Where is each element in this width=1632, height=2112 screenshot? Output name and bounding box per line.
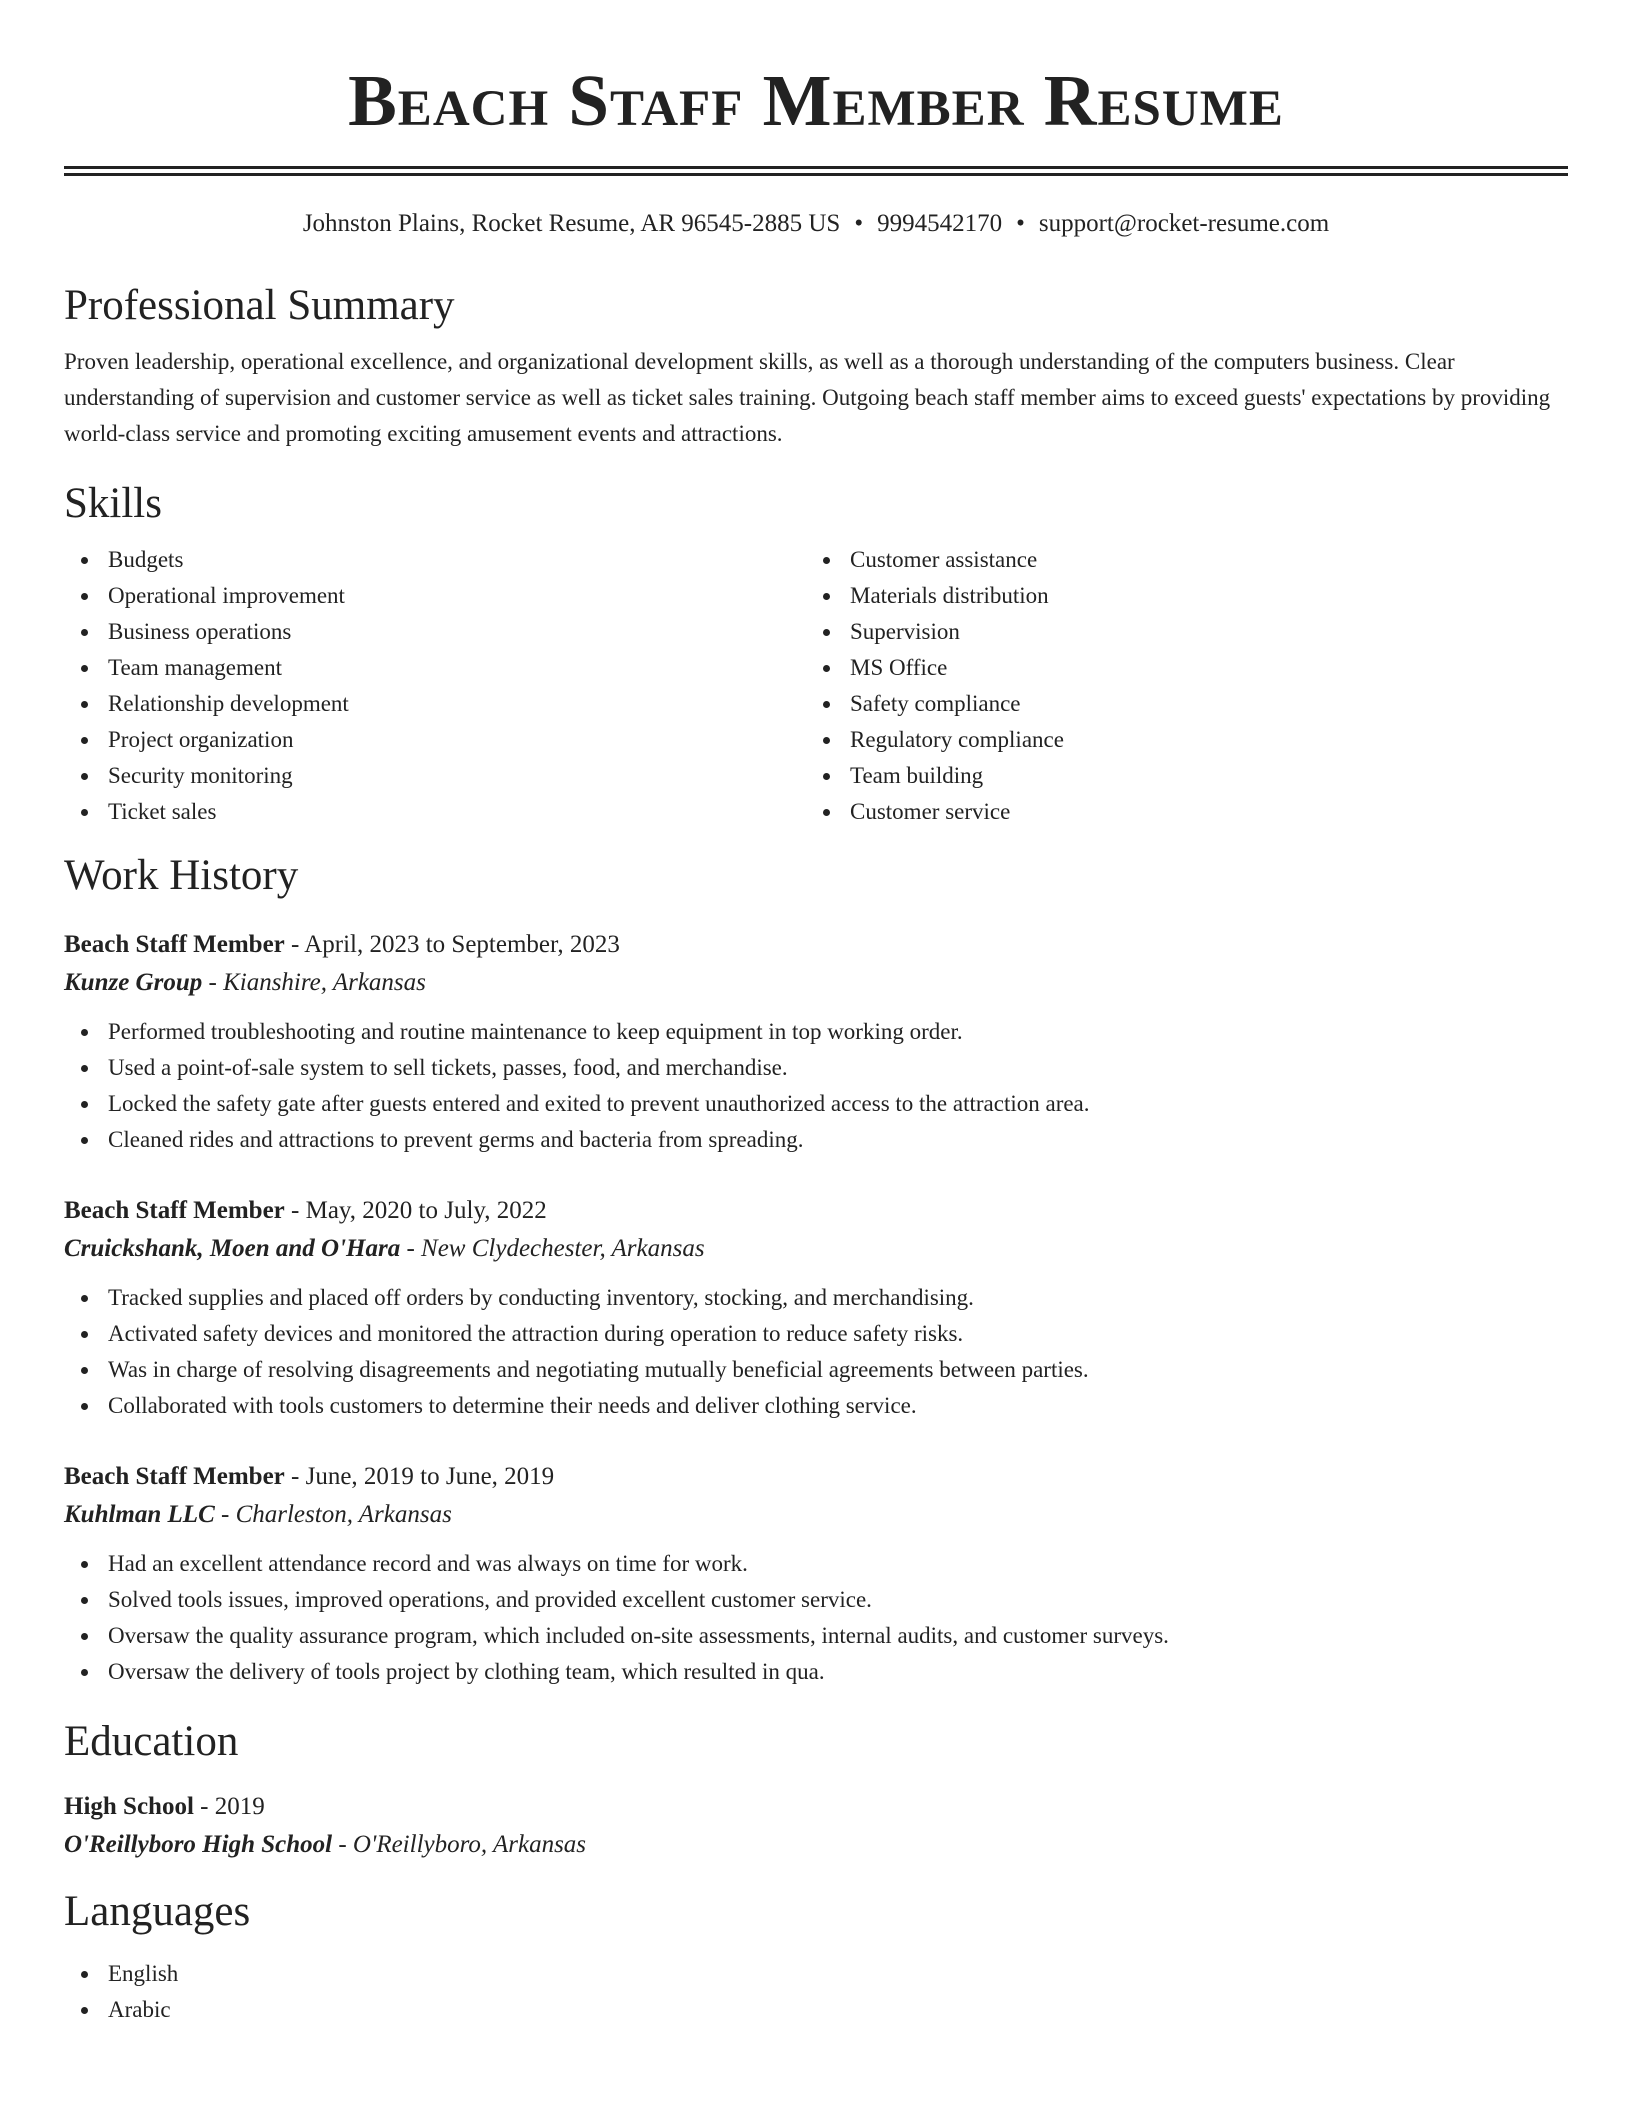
job-bullet: Activated safety devices and monitored the attraction during operation to reduce safety risks.	[64, 1316, 1568, 1352]
skills-columns	[64, 542, 1568, 830]
degree-line	[64, 1788, 1568, 1826]
contact-line	[64, 208, 1568, 240]
company-line	[64, 1496, 1568, 1534]
skills-heading: Skills	[64, 480, 162, 527]
contact-separator: •	[854, 210, 864, 237]
degree-name: High School	[64, 1793, 194, 1820]
job-entry	[64, 1192, 1568, 1424]
contact-separator: •	[1016, 210, 1025, 237]
company-line	[64, 964, 1568, 1002]
skill-item: Supervision	[806, 614, 1548, 650]
job-bullet: Was in charge of resolving disagreements and negotiating mutually beneficial agreements between parties.	[64, 1352, 1568, 1388]
job-dates: - June, 2019 to June, 2019	[284, 1463, 555, 1490]
job-title-line	[64, 1458, 1568, 1496]
skill-item: Safety compliance	[806, 686, 1548, 722]
job-bullet: Cleaned rides and attractions to prevent germs and bacteria from spreading.	[64, 1122, 1568, 1158]
company-location: - Kianshire, Arkansas	[202, 969, 426, 996]
job-bullet: Solved tools issues, improved operations, and provided excellent customer service.	[64, 1582, 1568, 1618]
skill-item: Ticket sales	[64, 794, 806, 830]
job-bullet: Had an excellent attendance record and was always on time for work.	[64, 1546, 1568, 1582]
title-double-rule	[64, 166, 1568, 176]
skill-item: Budgets	[64, 542, 806, 578]
language-item: Arabic	[64, 1992, 1568, 2028]
languages-heading: Languages	[64, 1888, 251, 1935]
skill-item: Regulatory compliance	[806, 722, 1548, 758]
company-name: Kunze Group	[64, 969, 203, 996]
job-title: Beach Staff Member	[64, 1463, 285, 1490]
skill-item: Team building	[806, 758, 1548, 794]
resume-page	[64, 0, 1568, 2028]
job-title-line	[64, 926, 1568, 964]
skill-item: Relationship development	[64, 686, 806, 722]
contact-email: support@rocket-resume.com	[1038, 210, 1330, 237]
languages-list	[64, 1956, 1568, 2028]
job-dates: - April, 2023 to September, 2023	[284, 931, 620, 958]
job-title: Beach Staff Member	[64, 931, 285, 958]
skill-item: Customer assistance	[806, 542, 1548, 578]
skills-list-left	[64, 542, 806, 830]
job-bullets	[64, 1014, 1568, 1158]
language-item: English	[64, 1956, 1568, 1992]
job-bullets	[64, 1546, 1568, 1690]
job-bullet: Oversaw the delivery of tools project by clothing team, which resulted in qua.	[64, 1654, 1568, 1690]
school-line	[64, 1826, 1568, 1864]
job-bullet: Oversaw the quality assurance program, which included on-site assessments, internal audits, and customer surveys.	[64, 1618, 1568, 1654]
summary-heading: Professional Summary	[64, 282, 455, 329]
company-name: Cruickshank, Moen and O'Hara	[64, 1235, 401, 1262]
education-heading: Education	[64, 1718, 239, 1765]
skills-list-right	[806, 542, 1548, 830]
education-entry	[64, 1788, 1568, 1864]
contact-phone: 9994542170	[877, 210, 1003, 237]
job-bullets	[64, 1280, 1568, 1424]
job-entry	[64, 1458, 1568, 1690]
school-name: O'Reillyboro High School	[64, 1831, 333, 1858]
summary-text: Proven leadership, operational excellence, and organizational development skills, as well as a thorough understanding of the computers business. Clear understanding of supervision and customer service as well as ticket sales training. Outgoing beach staff member aims to exceed guests' expectations by providing world-class service and promoting exciting amusement events and attractions.	[64, 349, 1551, 446]
job-bullet: Used a point-of-sale system to sell tickets, passes, food, and merchandise.	[64, 1050, 1568, 1086]
job-bullet: Collaborated with tools customers to determine their needs and deliver clothing service.	[64, 1388, 1568, 1424]
company-line	[64, 1230, 1568, 1268]
skill-item: Project organization	[64, 722, 806, 758]
work-history-heading: Work History	[64, 852, 299, 899]
skill-item: Security monitoring	[64, 758, 806, 794]
company-location: - New Clydechester, Arkansas	[400, 1235, 705, 1262]
job-title-line	[64, 1192, 1568, 1230]
job-title: Beach Staff Member	[64, 1197, 285, 1224]
job-bullet: Tracked supplies and placed off orders by conducting inventory, stocking, and merchandising.	[64, 1280, 1568, 1316]
page-title: Beach Staff Member Resume	[348, 60, 1284, 141]
skill-item: Operational improvement	[64, 578, 806, 614]
contact-address: Johnston Plains, Rocket Resume, AR 96545-2885 US	[302, 210, 841, 237]
degree-year: - 2019	[193, 1793, 265, 1820]
skill-item: Team management	[64, 650, 806, 686]
skill-item: MS Office	[806, 650, 1548, 686]
company-location: - Charleston, Arkansas	[214, 1501, 452, 1528]
job-bullet: Performed troubleshooting and routine maintenance to keep equipment in top working order.	[64, 1014, 1568, 1050]
job-bullet: Locked the safety gate after guests entered and exited to prevent unauthorized access to the attraction area.	[64, 1086, 1568, 1122]
school-location: - O'Reillyboro, Arkansas	[332, 1831, 587, 1858]
skill-item: Business operations	[64, 614, 806, 650]
skill-item: Customer service	[806, 794, 1548, 830]
skill-item: Materials distribution	[806, 578, 1548, 614]
job-dates: - May, 2020 to July, 2022	[284, 1197, 547, 1224]
job-entry	[64, 926, 1568, 1158]
company-name: Kuhlman LLC	[64, 1501, 215, 1528]
